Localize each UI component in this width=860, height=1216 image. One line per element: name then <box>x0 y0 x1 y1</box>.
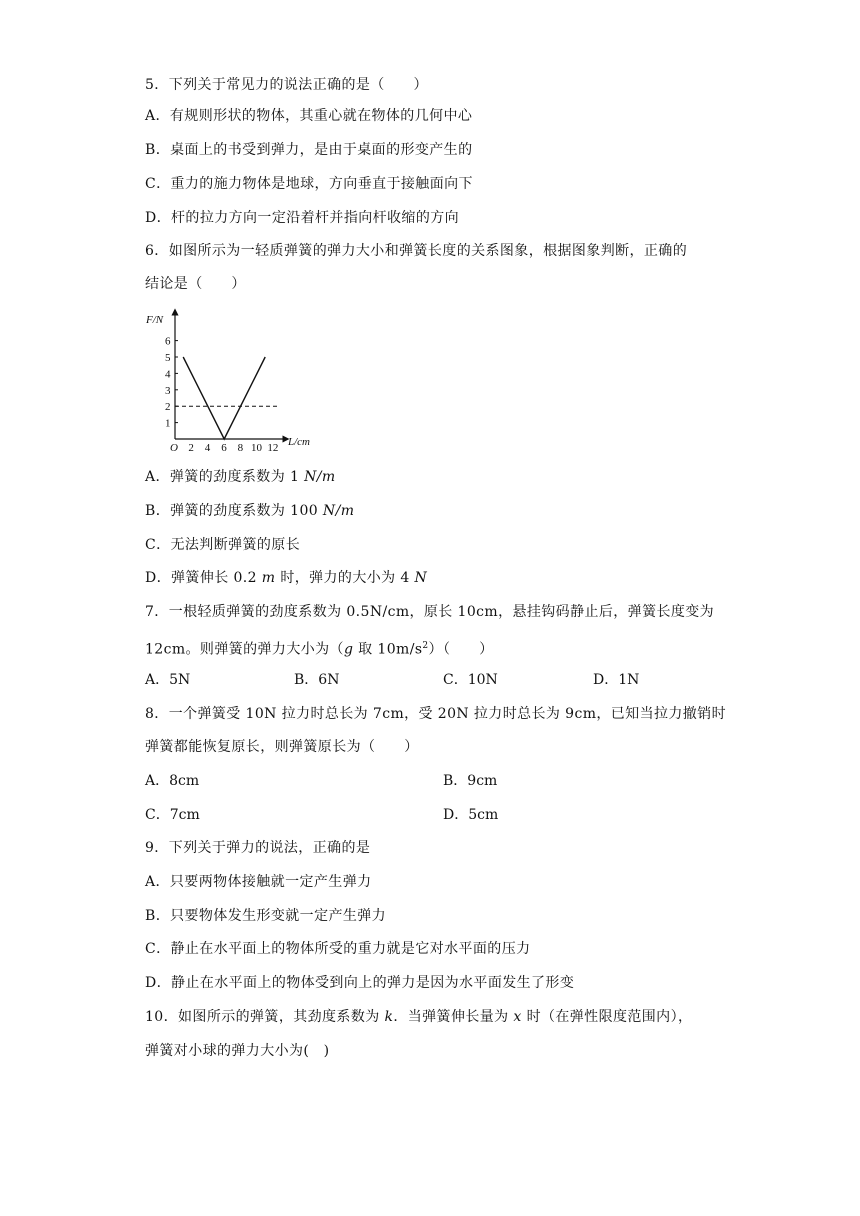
q10-x-symbol: x <box>513 1009 522 1025</box>
q6-option-c <box>145 535 300 555</box>
x-tick-label: 8 <box>237 442 244 454</box>
q6-option-d-text2: 时，弹力的大小为 4 <box>275 570 415 586</box>
q7-exponent: 2 <box>422 641 429 651</box>
q8-option-a: A．8cm <box>145 773 200 789</box>
q10-stem-c: 时（在弹性限度范围内）， <box>521 1009 693 1025</box>
x-axis-label: L/cm <box>288 436 310 448</box>
q9-option-b: B．只要物体发生形变就一定产生弹力 <box>145 908 387 924</box>
q7-stem-line1: 7．一根轻质弹簧的劲度系数为 0.5N/cm，原长 10cm，悬挂钩码静止后，弹簧长度变为 <box>145 604 715 620</box>
y-tick-label: 6 <box>165 335 171 348</box>
force-length-line <box>183 357 265 439</box>
q6-option-d-text: D．弹簧伸长 0.2 <box>145 570 262 586</box>
x-tick-label: 4 <box>204 442 211 454</box>
q9-stem: 9．下列关于弹力的说法，正确的是 <box>145 840 371 856</box>
q8-option-d: D．5cm <box>443 807 499 823</box>
x-tick-label: 12 <box>267 442 279 454</box>
q7-stem-line2-b: 取 10m/s <box>353 641 423 658</box>
q7-option-c: C．10N <box>443 672 498 688</box>
spring-force-length-graph <box>140 308 340 456</box>
y-tick-label: 4 <box>165 368 171 381</box>
q9-option-a: A．只要两物体接触就一定产生弹力 <box>145 874 372 890</box>
q5-option-b: B．桌面上的书受到弹力，是由于桌面的形变产生的 <box>145 142 473 158</box>
y-tick-label: 1 <box>165 417 171 430</box>
q10-stem-b: ．当弹簧伸长量为 <box>393 1009 514 1025</box>
q6-option-a <box>145 467 336 487</box>
y-tick-label: 3 <box>165 384 171 397</box>
q10-stem-line2: 弹簧对小球的弹力大小为( ) <box>145 1043 330 1059</box>
q7-g-symbol: g <box>343 641 354 658</box>
q10-stem-a: 10．如图所示的弹簧，其劲度系数为 <box>145 1009 385 1025</box>
q9-option-d: D．静止在水平面上的物体受到向上的弹力是因为水平面发生了形变 <box>145 975 575 991</box>
q10-k-symbol: k <box>384 1009 394 1025</box>
q5-option-d: D．杆的拉力方向一定沿着杆并指向杆收缩的方向 <box>145 210 460 226</box>
q7-option-b: B．6N <box>294 672 340 688</box>
q7-stem-line2-a: 12cm。则弹簧的弹力大小为（ <box>145 641 344 658</box>
q5-option-a: A．有规则形状的物体，其重心就在物体的几何中心 <box>145 108 473 124</box>
y-tick-label: 2 <box>165 401 171 414</box>
q6-option-d <box>145 568 427 588</box>
q8-option-b: B．9cm <box>443 773 498 789</box>
q6-option-b <box>145 501 354 521</box>
q6-option-b-unit: N/m <box>322 503 355 519</box>
x-tick-label: 6 <box>221 442 227 454</box>
y-tick-label: 5 <box>165 352 171 364</box>
q7-stem-line2 <box>145 636 494 660</box>
q6-option-d-unit: m <box>261 570 276 586</box>
q6-stem-line1: 6．如图所示为一轻质弹簧的弹力大小和弹簧长度的关系图象，根据图象判断，正确的 <box>145 243 688 259</box>
q5-option-c: C．重力的施力物体是地球，方向垂直于接触面向下 <box>145 176 473 192</box>
q5-stem: 5．下列关于常见力的说法正确的是（ ） <box>145 77 428 93</box>
q9-option-c: C．静止在水平面上的物体所受的重力就是它对水平面的压力 <box>145 941 531 957</box>
q6-option-b-text: B．弹簧的劲度系数为 100 <box>145 503 323 519</box>
q7-stem-line2-c: ）（ ） <box>428 641 494 658</box>
y-axis-label: F/N <box>146 314 164 326</box>
q6-option-a-text: A．弹簧的劲度系数为 1 <box>145 469 305 485</box>
q6-option-d-unit2: N <box>414 570 428 586</box>
q8-stem-line2: 弹簧都能恢复原长，则弹簧原长为（ ） <box>145 739 419 755</box>
q8-option-c: C．7cm <box>145 807 200 823</box>
q7-option-a: A．5N <box>145 672 191 688</box>
q7-option-d: D．1N <box>593 672 640 688</box>
q6-option-a-unit: N/m <box>304 469 336 485</box>
origin-label: O <box>170 442 178 454</box>
q6-stem-line2: 结论是（ ） <box>145 276 246 292</box>
x-tick-label: 10 <box>251 442 262 454</box>
q10-stem-line1 <box>145 1007 692 1027</box>
q6-option-c-text: C．无法判断弹簧的原长 <box>145 537 301 553</box>
x-tick-label: 2 <box>188 442 194 454</box>
q8-stem-line1: 8．一个弹簧受 10N 拉力时总长为 7cm，受 20N 拉力时总长为 9cm，已知当拉力撤销时 <box>145 706 726 722</box>
